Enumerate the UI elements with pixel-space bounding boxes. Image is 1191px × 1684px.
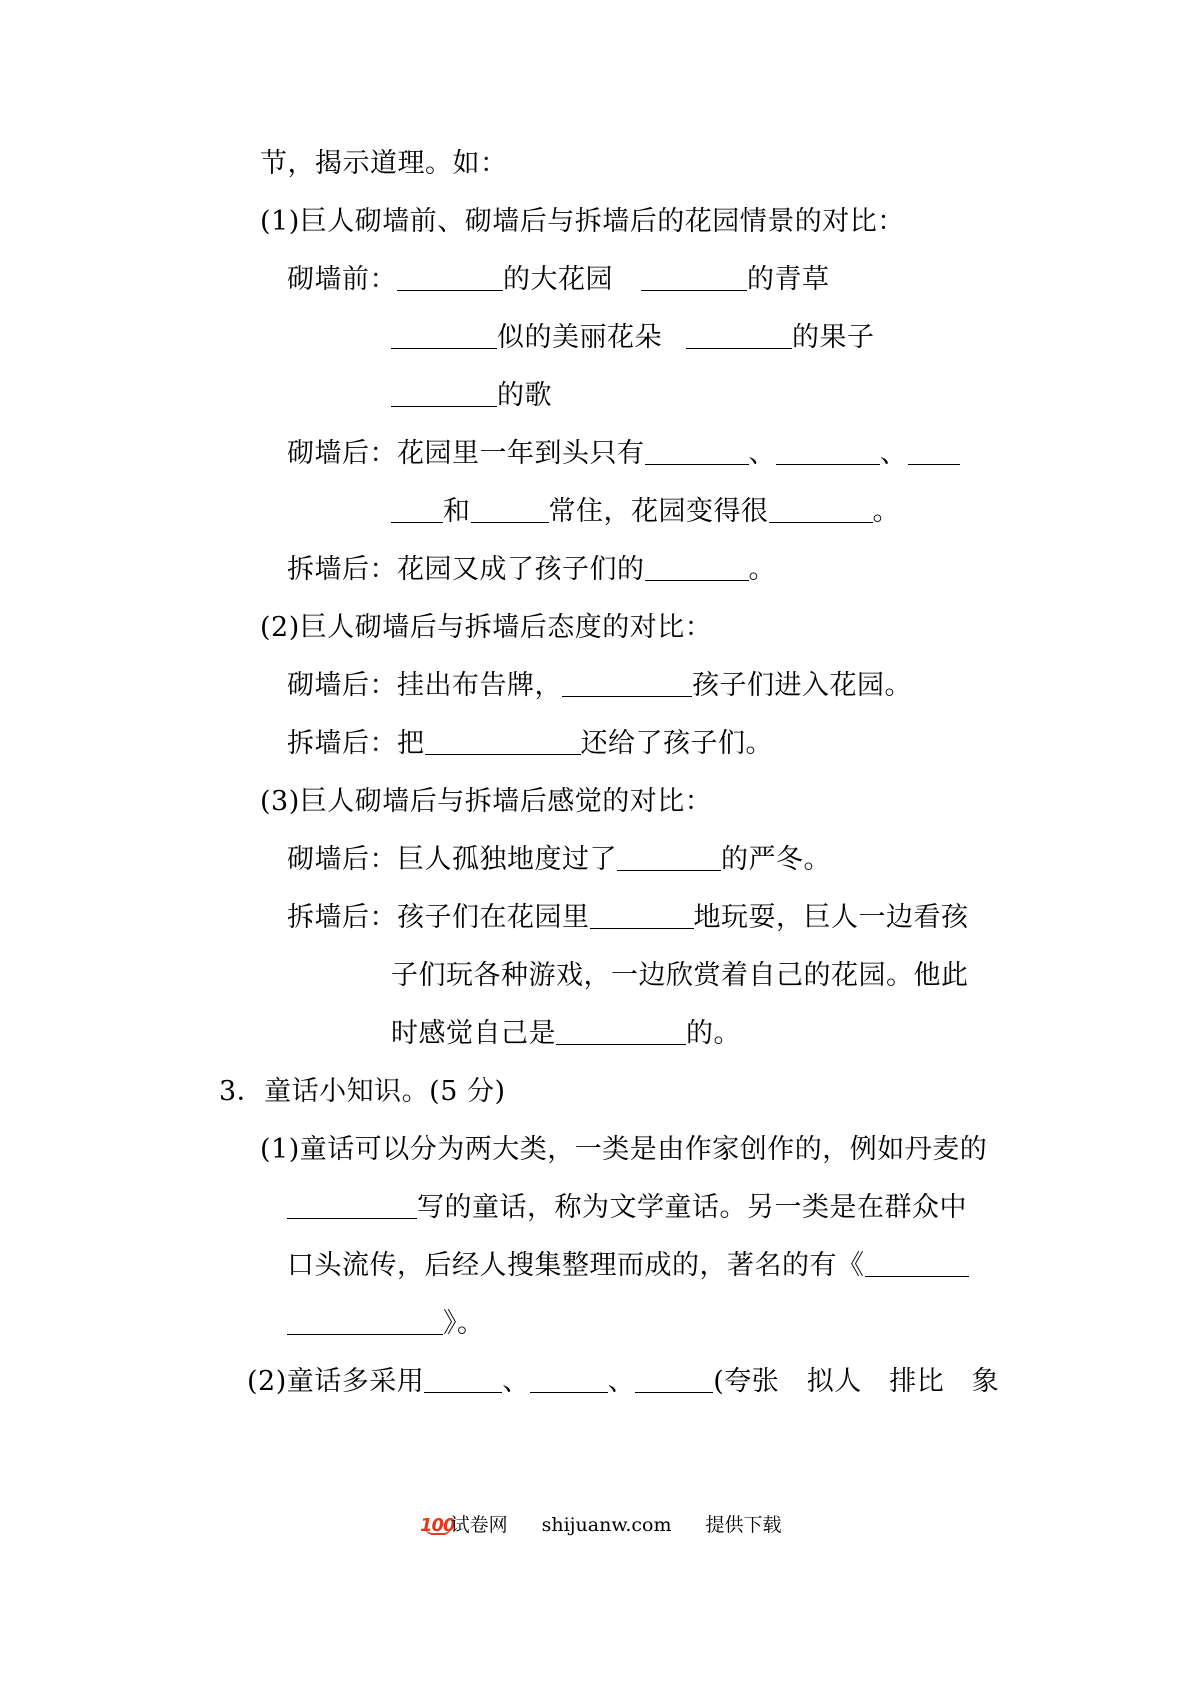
blank[interactable] — [769, 496, 873, 523]
q2-p2-remove-line — [287, 726, 773, 762]
blank[interactable] — [530, 1366, 608, 1393]
blank[interactable] — [287, 1192, 417, 1219]
remove-post: 地玩耍，巨人一边看孩 — [693, 902, 969, 933]
remove-pre: 把 — [397, 728, 425, 759]
remove-text: 花园又成了孩子们的 — [397, 554, 645, 585]
after-pre: 巨人孤独地度过了 — [397, 844, 617, 875]
q2-p3-after-line — [287, 842, 831, 878]
blank[interactable] — [287, 1308, 443, 1335]
remove-label: 拆墙后： — [287, 728, 397, 759]
separator: 、 — [607, 1366, 636, 1397]
q2-p3-remove-line1 — [287, 900, 969, 936]
q3-p1-line4 — [287, 1306, 485, 1342]
blank[interactable] — [645, 438, 749, 465]
q3-p2-options: (夸张 拟人 排比 象 — [713, 1366, 1000, 1397]
blank[interactable] — [391, 322, 497, 349]
q3-p1-line4-text: 》。 — [443, 1308, 485, 1339]
q3-p2-line — [247, 1364, 999, 1400]
blank[interactable] — [645, 554, 749, 581]
blank[interactable] — [425, 728, 581, 755]
after-label: 砌墙后： — [287, 670, 397, 701]
q2-p1-heading: (1)巨人砌墙前、砌墙后与拆墙后的花园情景的对比： — [260, 206, 905, 237]
page-footer — [420, 1512, 782, 1539]
download-note: 提供下载 — [705, 1514, 782, 1536]
site-logo: 100 — [420, 1515, 455, 1536]
remove-label: 拆墙后： — [287, 554, 397, 585]
intro-line: 节，揭示道理。如： — [260, 148, 508, 179]
q2-p3-heading: (3)巨人砌墙后与拆墙后感觉的对比： — [260, 786, 713, 817]
before-item: 的大花园 — [503, 264, 613, 295]
q2-p1-before-line1 — [287, 262, 830, 298]
period: 。 — [872, 496, 900, 527]
blank[interactable] — [635, 1366, 713, 1393]
q2-p1-remove-line — [287, 552, 776, 588]
q3-p2-pre: (2)童话多采用 — [247, 1366, 425, 1397]
q2-p1-after-line1 — [287, 436, 960, 472]
separator: 、 — [748, 438, 776, 469]
separator: 、 — [880, 438, 908, 469]
q3-p1-line3 — [287, 1248, 969, 1284]
q2-p3-remove-line2: 子们玩各种游戏，一边欣赏着自己的花园。他此 — [391, 960, 969, 991]
after-post: 孩子们进入花园。 — [692, 670, 912, 701]
blank[interactable] — [397, 264, 503, 291]
after-post: 的严冬。 — [721, 844, 831, 875]
before-item: 的青草 — [747, 264, 830, 295]
blank[interactable] — [562, 670, 692, 697]
after-label: 砌墙后： — [287, 438, 397, 469]
remove-line3-pre: 时感觉自己是 — [391, 1018, 556, 1049]
blank[interactable] — [686, 322, 792, 349]
q3-heading: 3．童话小知识。(5 分) — [219, 1076, 506, 1107]
remove-label: 拆墙后： — [287, 902, 397, 933]
q3-p1-line3-text: 口头流传，后经人搜集整理而成的，著名的有《 — [287, 1250, 865, 1281]
blank[interactable] — [776, 438, 880, 465]
q2-p2-heading: (2)巨人砌墙后与拆墙后态度的对比： — [260, 612, 713, 643]
blank[interactable] — [391, 496, 443, 523]
blank[interactable] — [471, 496, 549, 523]
after-text: 花园里一年到头只有 — [397, 438, 645, 469]
before-item: 的歌 — [497, 380, 552, 411]
live-text: 常住，花园变得很 — [548, 496, 769, 527]
after-pre: 挂出布告牌， — [397, 670, 562, 701]
q2-p3-remove-line3 — [391, 1016, 741, 1052]
and-text: 和 — [443, 496, 471, 527]
site-domain: shijuanw.com — [541, 1514, 672, 1536]
remove-pre: 孩子们在花园里 — [397, 902, 590, 933]
blank[interactable] — [556, 1018, 686, 1045]
blank[interactable] — [590, 902, 694, 929]
before-label: 砌墙前： — [287, 264, 397, 295]
period: 。 — [748, 554, 776, 585]
q2-p1-after-line2 — [391, 494, 900, 530]
site-name: 试卷网 — [450, 1514, 508, 1536]
remove-line3-post: 的。 — [686, 1018, 741, 1049]
q3-p1-line2 — [287, 1190, 967, 1226]
before-item: 似的美丽花朵 — [497, 322, 662, 353]
blank[interactable] — [391, 380, 497, 407]
blank[interactable] — [617, 844, 721, 871]
separator: 、 — [502, 1366, 530, 1397]
after-label: 砌墙后： — [287, 844, 397, 875]
q2-p1-before-line2 — [391, 320, 875, 356]
blank[interactable] — [908, 438, 960, 465]
blank[interactable] — [865, 1250, 969, 1277]
remove-post: 还给了孩子们。 — [580, 728, 773, 759]
before-item: 的果子 — [792, 322, 875, 353]
blank[interactable] — [424, 1366, 502, 1393]
q3-p1-line2-text: 写的童话，称为文学童话。另一类是在群众中 — [417, 1192, 967, 1223]
q2-p1-before-line3 — [391, 378, 552, 414]
blank[interactable] — [641, 264, 747, 291]
q3-p1-line1: (1)童话可以分为两大类，一类是由作家创作的，例如丹麦的 — [260, 1134, 988, 1165]
q2-p2-after-line — [287, 668, 912, 704]
logo-swoosh-icon — [425, 1527, 451, 1535]
